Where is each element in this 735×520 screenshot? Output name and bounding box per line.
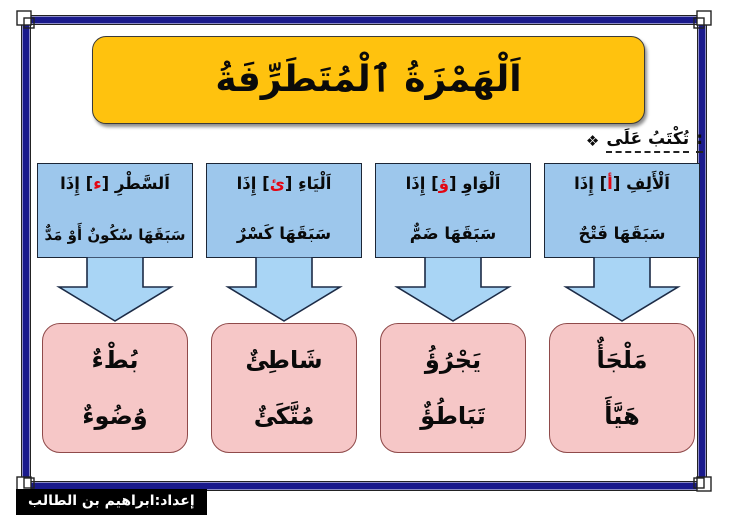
example-box-waw: [380, 323, 526, 453]
down-arrow-icon: [375, 257, 531, 323]
rule-box-satr: [37, 163, 193, 258]
subtitle-colon: :: [696, 129, 703, 153]
example-word: مَلْجَأٌ: [596, 346, 648, 374]
column-waw: [375, 163, 531, 453]
page-title: اَلْهَمْزَةُ ٱلْمُتَطَرِّفَةُ: [215, 59, 522, 100]
rule-box-waw: [375, 163, 531, 258]
rule-condition-line: سَبَقَهَا سُكُونٌ أَوْ مَدٌّ: [44, 225, 186, 244]
hamza-form-waw: ؤ: [438, 174, 449, 193]
example-word: تَبَاطُؤٌ: [420, 402, 486, 430]
column-alif: [544, 163, 700, 453]
title-banner: [92, 36, 645, 124]
rule-carrier-line: اَلسَّطْرِ [ء] إِذَا: [60, 174, 170, 193]
diamond-bullet-icon: ❖: [585, 131, 600, 150]
subtitle-line: [586, 129, 703, 153]
example-word: يَجْرُؤُ: [424, 346, 482, 374]
rule-carrier-line: اَلْأَلِفِ [أ] إِذَا: [574, 174, 670, 193]
down-arrow-icon: [37, 257, 193, 323]
column-satr: [37, 163, 193, 453]
rules-columns: [38, 163, 700, 453]
example-box-satr: [42, 323, 188, 453]
rule-carrier-line: اَلْوَاوِ [ؤ] إِذَا: [405, 174, 501, 193]
example-word: وُضُوءٌ: [82, 402, 148, 430]
rule-box-yaa: [206, 163, 362, 258]
rule-carrier-line: اَلْيَاءِ [ئ] إِذَا: [236, 174, 332, 193]
example-box-yaa: [211, 323, 357, 453]
subtitle-text: تُكْتَبُ عَلَى: [606, 129, 689, 153]
example-box-alif: [549, 323, 695, 453]
example-word: مُتَّكَئٌ: [253, 402, 315, 430]
hamza-form-satr: ء: [93, 174, 102, 193]
hamza-form-alif: أ: [607, 174, 613, 193]
down-arrow-icon: [544, 257, 700, 323]
hamza-form-yaa: ئ: [269, 174, 285, 193]
down-arrow-icon: [206, 257, 362, 323]
rule-condition-line: سَبَقَهَا فَتْحٌ: [578, 224, 666, 244]
rule-box-alif: [544, 163, 700, 258]
author-credit: إعداد:ابراهيم بن الطالب: [16, 489, 207, 515]
column-yaa: [206, 163, 362, 453]
example-word: هَيَّأَ: [604, 402, 640, 430]
example-word: بُطْءٌ: [91, 346, 139, 374]
rule-condition-line: سَبَقَهَا كَسْرٌ: [236, 224, 332, 244]
rule-condition-line: سَبَقَهَا ضَمٌّ: [409, 224, 497, 244]
example-word: شَاطِئٌ: [245, 346, 323, 374]
